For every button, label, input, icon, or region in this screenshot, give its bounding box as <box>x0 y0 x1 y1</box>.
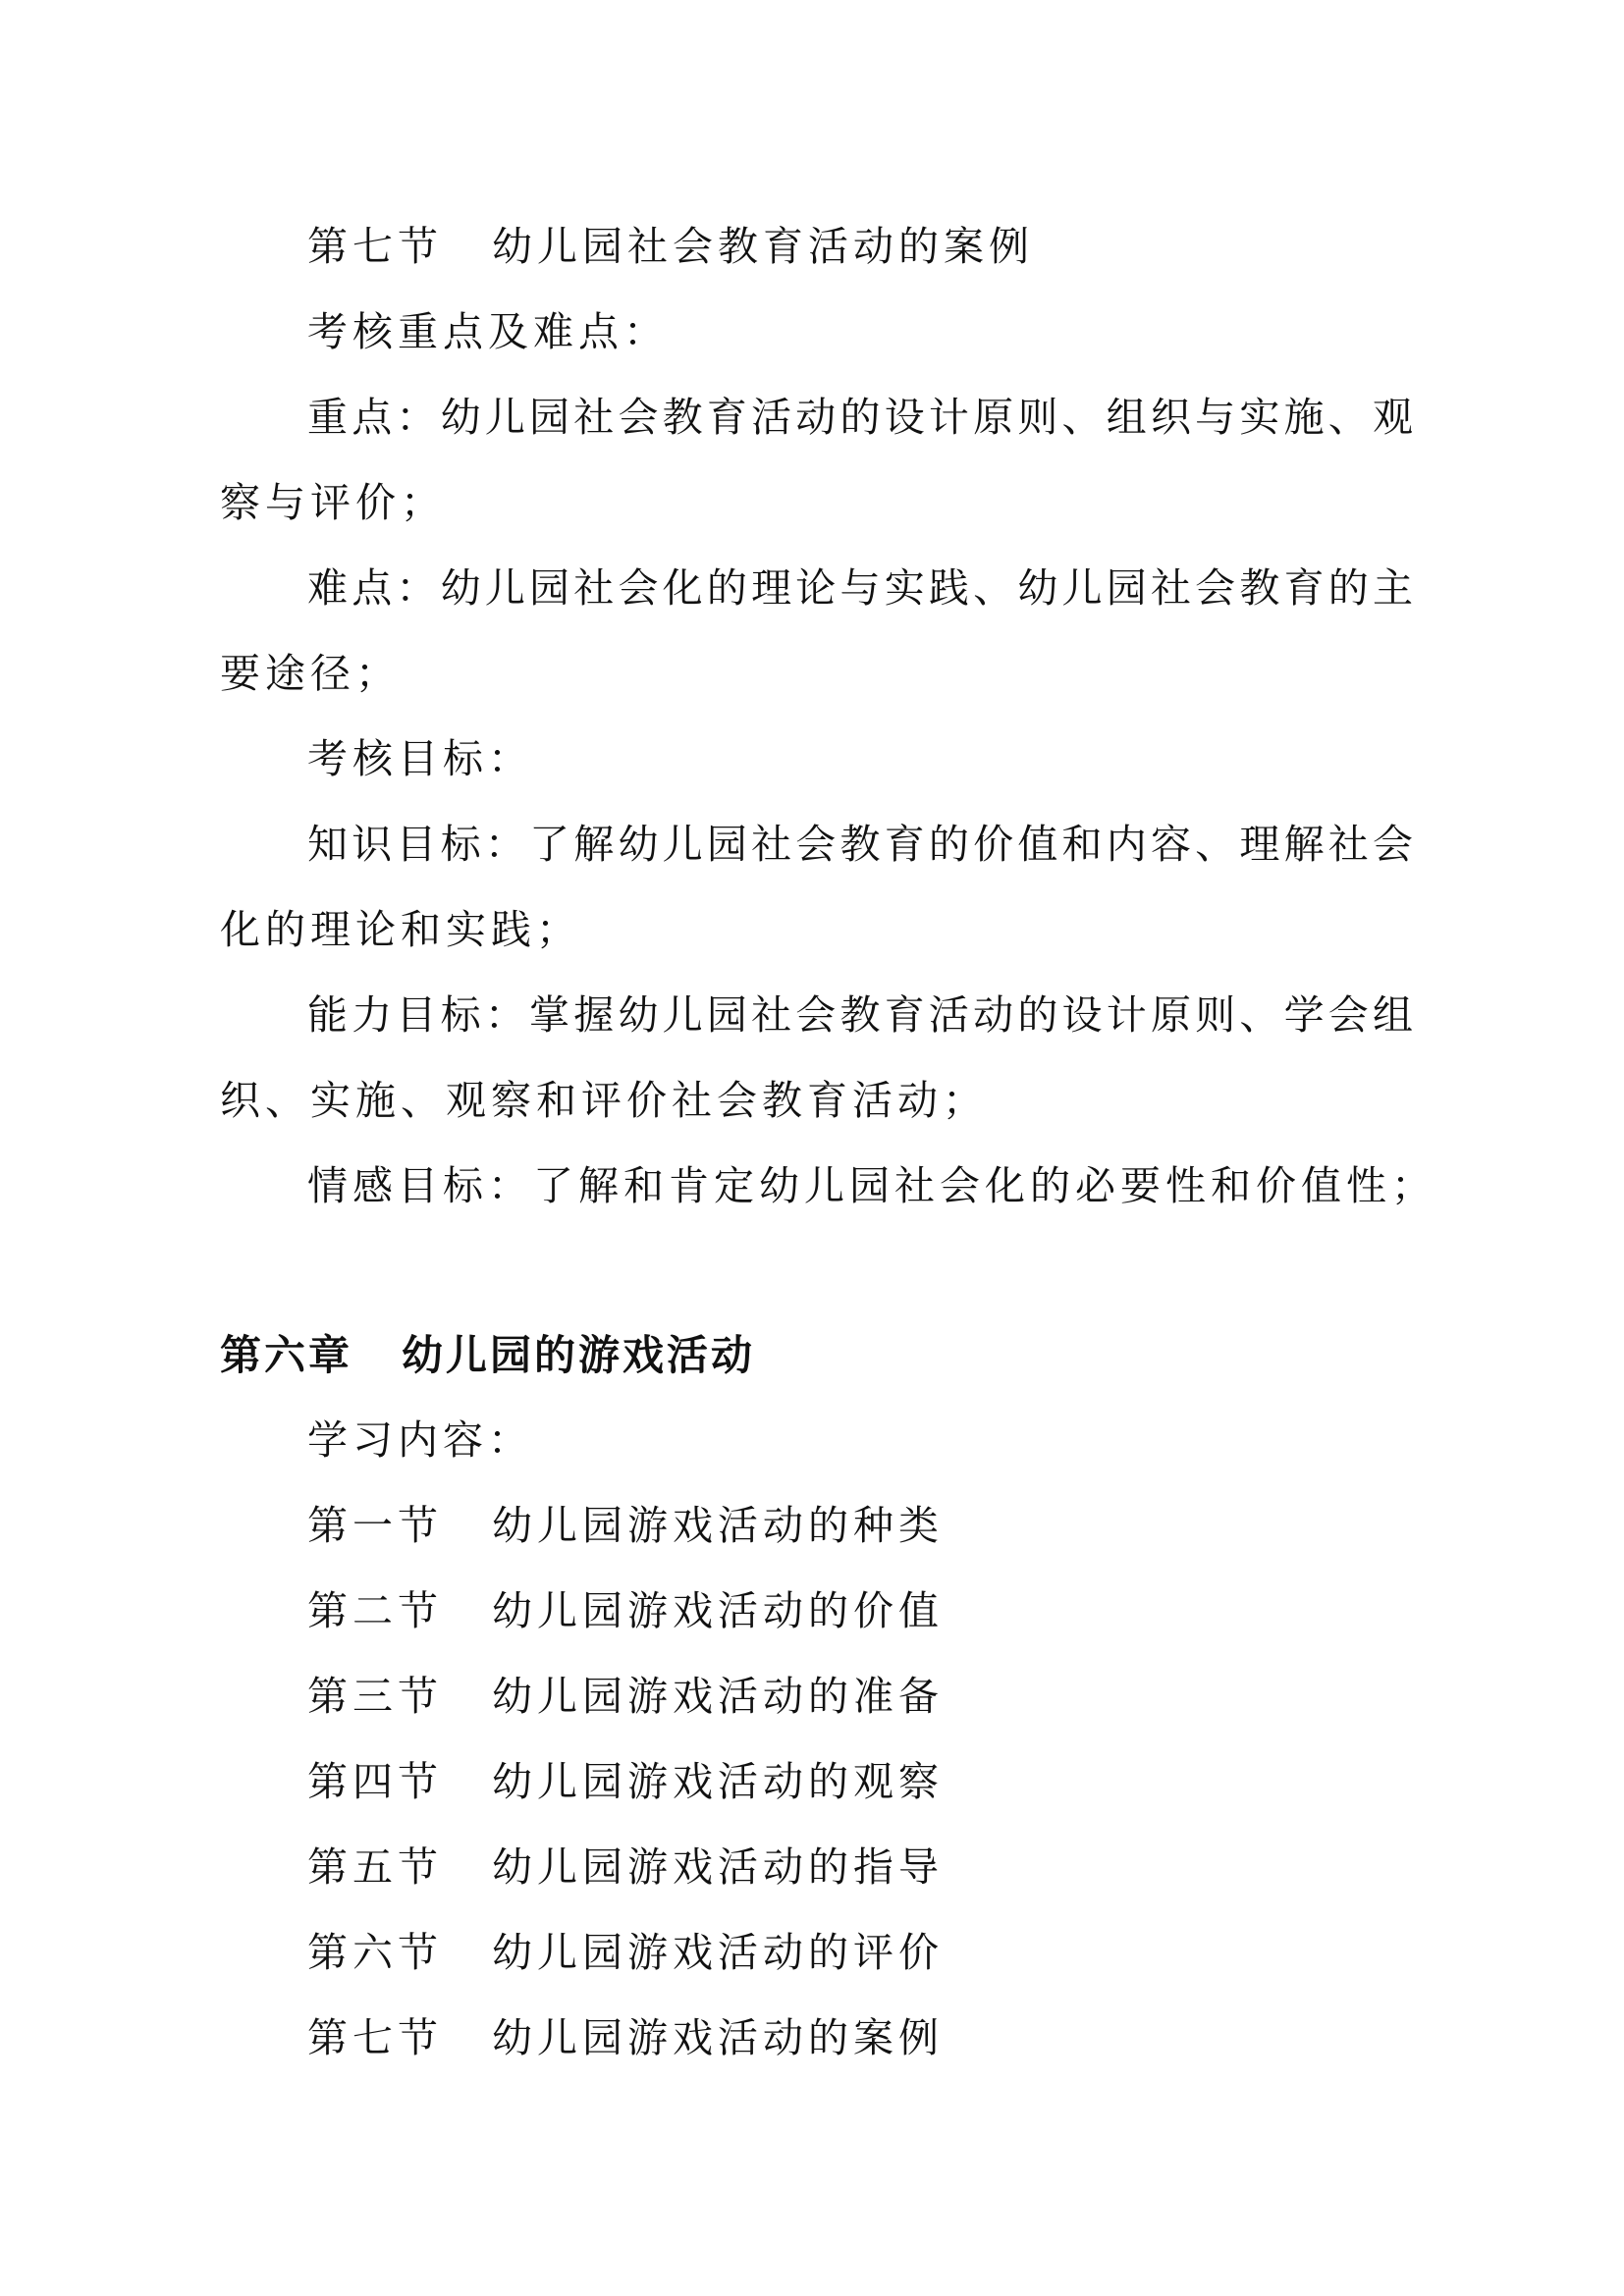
difficulty-line: 难点：幼儿园社会化的理论与实践、幼儿园社会教育的主 <box>307 564 1413 612</box>
section-list-item <box>307 1753 944 1810</box>
chapter-title: 幼儿园的游戏活动 <box>402 1331 756 1379</box>
content-heading: 学习内容： <box>307 1416 533 1464</box>
section-number: 第一节 <box>307 1502 443 1549</box>
section-list-item <box>307 1839 944 1896</box>
knowledge-goal-line-continued: 化的理论和实践； <box>220 906 581 953</box>
section-number: 第七节 <box>307 223 443 270</box>
section-number: 第六节 <box>307 1929 443 1976</box>
goals-heading: 考核目标： <box>307 735 533 782</box>
section-list-item <box>307 1582 944 1639</box>
section-title: 幼儿园游戏活动的种类 <box>492 1502 944 1549</box>
section-list-item <box>307 1668 944 1725</box>
section-number: 第三节 <box>307 1673 443 1720</box>
section-title: 幼儿园游戏活动的准备 <box>492 1673 944 1720</box>
section-title: 幼儿园游戏活动的观察 <box>492 1758 944 1805</box>
section-list-item <box>307 1924 944 1981</box>
assessment-heading: 考核重点及难点： <box>307 308 669 355</box>
ability-goal-line-continued: 织、实施、观察和评价社会教育活动； <box>220 1077 988 1124</box>
chapter-number: 第六章 <box>220 1331 353 1379</box>
section-title: 幼儿园游戏活动的评价 <box>492 1929 944 1976</box>
section-list-item <box>307 1497 944 1554</box>
chapter-heading <box>220 1327 755 1384</box>
emotion-goal-line: 情感目标：了解和肯定幼儿园社会化的必要性和价值性； <box>307 1162 1436 1209</box>
section-title: 幼儿园游戏活动的指导 <box>492 1843 944 1891</box>
section-number: 第四节 <box>307 1758 443 1805</box>
section-title: 幼儿园社会教育活动的案例 <box>492 223 1034 270</box>
section-number: 第七节 <box>307 2014 443 2061</box>
section-title: 幼儿园游戏活动的价值 <box>492 1587 944 1634</box>
knowledge-goal-line: 知识目标：了解幼儿园社会教育的价值和内容、理解社会 <box>307 821 1413 868</box>
section-title: 幼儿园游戏活动的案例 <box>492 2014 944 2061</box>
key-point-line: 重点：幼儿园社会教育活动的设计原则、组织与实施、观 <box>307 394 1413 441</box>
key-point-line-continued: 察与评价； <box>220 479 446 526</box>
difficulty-line-continued: 要途径； <box>220 650 401 697</box>
section-number: 第五节 <box>307 1843 443 1891</box>
section-heading <box>307 218 1034 275</box>
ability-goal-line: 能力目标：掌握幼儿园社会教育活动的设计原则、学会组 <box>307 991 1413 1039</box>
section-number: 第二节 <box>307 1587 443 1634</box>
section-list-item <box>307 2009 944 2066</box>
